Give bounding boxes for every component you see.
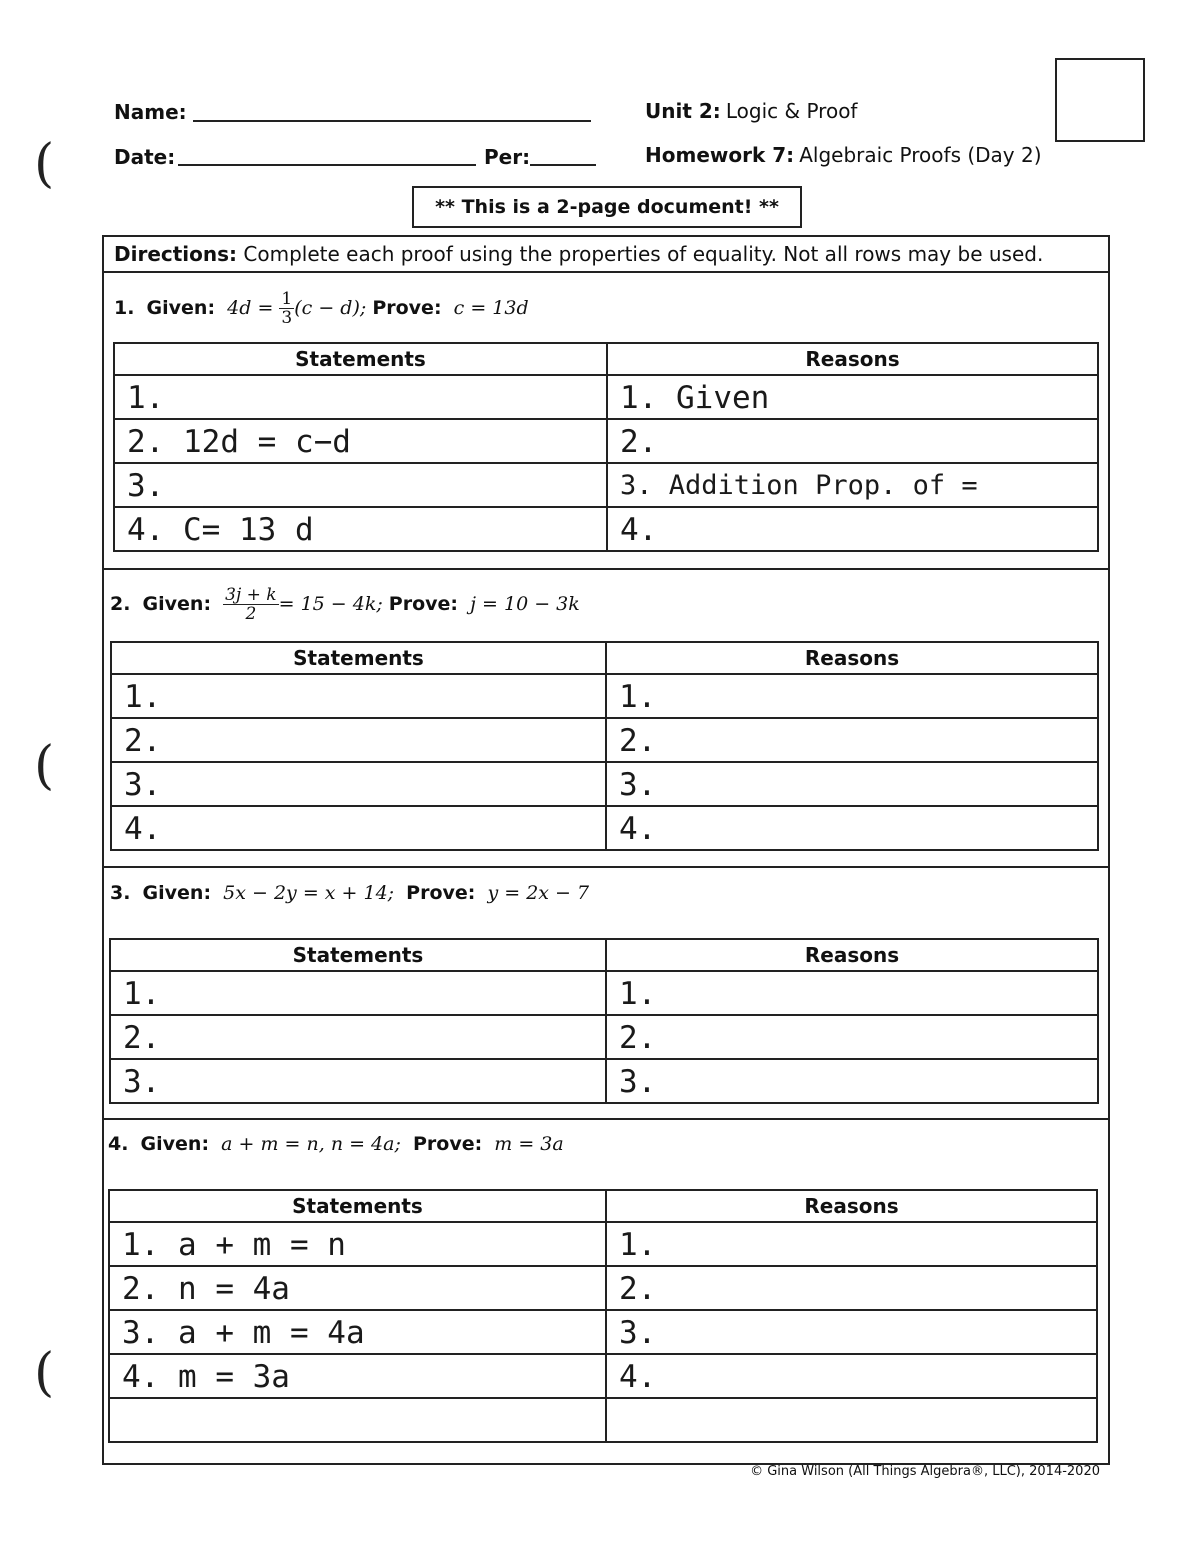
given-label: Given: [146, 297, 216, 319]
directions-text: Complete each proof using the properties of equality. Not all rows may be used. [243, 242, 1044, 266]
reason-cell[interactable]: 4. [606, 1354, 1097, 1398]
given-label: Given: [142, 593, 212, 615]
table-row [109, 1222, 1097, 1266]
proof-table-3 [109, 938, 1099, 1104]
problem-3-statement [110, 882, 589, 904]
table-row [114, 375, 1098, 419]
prove-label: Prove: [372, 297, 442, 319]
prove-expression: c = 13d [453, 297, 529, 319]
reason-cell[interactable]: 3. [606, 762, 1098, 806]
reason-cell[interactable]: 4. [606, 806, 1098, 850]
table-row [114, 419, 1098, 463]
section-divider [102, 1118, 1108, 1120]
table-row [111, 806, 1098, 850]
reason-cell[interactable]: 3. Addition Prop. of = [607, 463, 1098, 507]
statements-header: Statements [110, 939, 606, 971]
table-header-row [114, 343, 1098, 375]
statement-cell[interactable]: 2. n = 4a [109, 1266, 606, 1310]
problem-number: 1. [114, 297, 135, 319]
directions-label: Directions: [114, 242, 238, 266]
statements-header: Statements [114, 343, 607, 375]
fraction-denominator: 2 [245, 604, 257, 624]
table-row [109, 1398, 1097, 1442]
reason-cell[interactable]: 3. [606, 1059, 1098, 1103]
score-box[interactable] [1055, 58, 1145, 142]
given-label: Given: [140, 1133, 210, 1155]
table-row [114, 463, 1098, 507]
given-fraction [223, 586, 278, 623]
given-fraction [279, 290, 294, 327]
binder-hole-mark-middle: ( [34, 736, 55, 796]
reason-cell[interactable]: 2. [606, 718, 1098, 762]
unit-label: Unit 2: [645, 99, 721, 123]
section-divider [102, 866, 1108, 868]
problem-1-statement [114, 290, 529, 327]
unit-heading [645, 99, 857, 123]
prove-label: Prove: [388, 593, 459, 615]
statement-cell[interactable]: 1. [111, 674, 606, 718]
table-row [109, 1310, 1097, 1354]
reason-cell[interactable]: 1. Given [607, 375, 1098, 419]
statement-cell[interactable]: 3. a + m = 4a [109, 1310, 606, 1354]
table-header-row [111, 642, 1098, 674]
date-field[interactable] [178, 164, 476, 166]
problem-number: 4. [108, 1133, 129, 1155]
problem-4-statement [108, 1133, 564, 1155]
reasons-header: Reasons [606, 642, 1098, 674]
directions-bar [104, 237, 1108, 273]
statement-cell[interactable]: 2. 12d = c−d [114, 419, 607, 463]
statement-cell[interactable]: 4. [111, 806, 606, 850]
given-expression: a + m = n, n = 4a; [221, 1133, 401, 1155]
name-label: Name: [114, 100, 187, 124]
statements-header: Statements [111, 642, 606, 674]
two-page-notice: ** This is a 2-page document! ** [412, 186, 802, 228]
reason-cell[interactable]: 2. [606, 1266, 1097, 1310]
problem-2-statement [110, 586, 580, 623]
given-label: Given: [142, 882, 212, 904]
fraction-numerator: 1 [281, 289, 293, 309]
prove-label: Prove: [406, 882, 476, 904]
fraction-denominator: 3 [281, 308, 293, 328]
prove-label: Prove: [412, 1133, 483, 1155]
statement-cell[interactable]: 4. C= 13 d [114, 507, 607, 551]
statement-cell[interactable]: 4. m = 3a [109, 1354, 606, 1398]
table-row [110, 1015, 1098, 1059]
statement-cell[interactable]: 2. [110, 1015, 606, 1059]
given-expression: 5x − 2y = x + 14; [223, 882, 395, 904]
reason-cell[interactable]: 4. [607, 507, 1098, 551]
table-header-row [110, 939, 1098, 971]
section-divider [102, 568, 1108, 570]
prove-expression: j = 10 − 3k [470, 593, 580, 615]
reason-cell[interactable]: 1. [606, 971, 1098, 1015]
prove-expression: y = 2x − 7 [487, 882, 590, 904]
statement-cell[interactable]: 2. [111, 718, 606, 762]
copyright-footer: © Gina Wilson (All Things Algebra®, LLC), 2014-2020 [750, 1464, 1100, 1479]
fraction-numerator: 3j + k [225, 585, 277, 605]
binder-hole-mark-top: ( [34, 134, 55, 194]
given-rhs: (c − d); [294, 297, 367, 319]
table-row [109, 1266, 1097, 1310]
reason-cell[interactable]: 1. [606, 674, 1098, 718]
period-field[interactable] [530, 164, 596, 166]
proof-table-4 [108, 1189, 1098, 1443]
date-label: Date: [114, 145, 176, 169]
statement-cell[interactable]: 3. [111, 762, 606, 806]
table-header-row [109, 1190, 1097, 1222]
reason-cell[interactable]: 2. [607, 419, 1098, 463]
reasons-header: Reasons [607, 343, 1098, 375]
table-row [109, 1354, 1097, 1398]
name-field[interactable] [193, 120, 591, 122]
table-row [111, 762, 1098, 806]
given-rhs: = 15 − 4k; [278, 593, 383, 615]
reason-cell[interactable]: 3. [606, 1310, 1097, 1354]
unit-title: Logic & Proof [725, 99, 858, 123]
statements-header: Statements [109, 1190, 606, 1222]
statement-cell[interactable] [109, 1398, 606, 1442]
statement-cell[interactable]: 3. [110, 1059, 606, 1103]
statement-cell[interactable]: 1. a + m = n [109, 1222, 606, 1266]
homework-heading [645, 143, 1042, 167]
table-row [111, 718, 1098, 762]
reasons-header: Reasons [606, 1190, 1097, 1222]
reason-cell[interactable]: 1. [606, 1222, 1097, 1266]
prove-expression: m = 3a [494, 1133, 564, 1155]
statement-cell[interactable]: 1. [114, 375, 607, 419]
homework-label: Homework 7: [645, 143, 795, 167]
problem-number: 2. [110, 593, 131, 615]
given-lhs: 4d = [227, 297, 274, 319]
proof-table-1 [113, 342, 1099, 552]
table-row [110, 1059, 1098, 1103]
table-row [111, 674, 1098, 718]
proof-table-2 [110, 641, 1099, 851]
binder-hole-mark-bottom: ( [34, 1343, 55, 1403]
table-row [114, 507, 1098, 551]
period-label: Per: [484, 145, 531, 169]
problem-number: 3. [110, 882, 131, 904]
homework-title: Algebraic Proofs (Day 2) [799, 143, 1042, 167]
reason-cell[interactable]: 2. [606, 1015, 1098, 1059]
table-row [110, 971, 1098, 1015]
statement-cell[interactable]: 1. [110, 971, 606, 1015]
statement-cell[interactable]: 3. [114, 463, 607, 507]
reason-cell[interactable] [606, 1398, 1097, 1442]
reasons-header: Reasons [606, 939, 1098, 971]
